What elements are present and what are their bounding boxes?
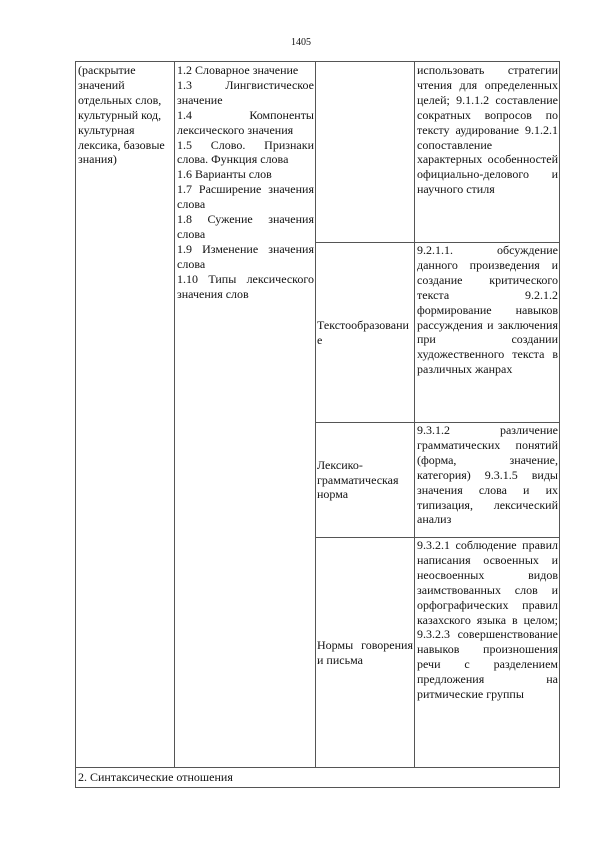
topic-text-formation: Текстообразование <box>317 317 409 347</box>
subtopic-item: 1.6 Варианты слов <box>177 167 272 182</box>
topic-description: (раскрытие значений отдельных слов, культурный код, культурная лексика, базовые знания) <box>78 63 165 167</box>
subtopic-item: 1.5 Слово. Признаки слова. Функция слова <box>177 137 314 167</box>
section-heading: 2. Синтаксические отношения <box>78 770 233 784</box>
objectives-cell-4 <box>417 538 558 702</box>
objectives-cell-1 <box>417 63 558 197</box>
topic-cell-speech-writing-norms <box>317 538 413 767</box>
topic-description-cell <box>78 63 173 167</box>
subtopic-item: 1.7 Расширение значения слова <box>177 182 314 212</box>
column-divider-1 <box>174 61 175 767</box>
section-heading-row <box>78 770 556 785</box>
column-divider-3 <box>414 61 415 767</box>
column-divider-2 <box>315 61 316 767</box>
subtopic-item: 1.8 Сужение значения слова <box>177 212 314 241</box>
topic-cell-lexico-grammatical <box>317 423 413 537</box>
subtopics-cell <box>177 63 314 302</box>
objectives-cell-3 <box>417 423 558 527</box>
topic-speech-writing-norms: Нормы говорения и письма <box>317 637 413 667</box>
objectives-text: 9.3.1.2 различение грамматических понятий (форма, значение, категория) 9.3.1.5 виды значения слова и их типизация, лексический анализ <box>417 423 558 527</box>
objectives-text: 9.2.1.1. обсуждение данного произведения и создание критического текста 9.2.1.2 формирование навыков рассуждения и заключения при создании художественного текста в различных жанрах <box>417 243 558 377</box>
topic-cell-text-formation <box>317 243 413 422</box>
subtopic-item: 1.10 Типы лексического значения слов <box>177 271 314 301</box>
subtopic-item: 1.4 Компоненты лексического значения <box>177 107 314 137</box>
objectives-text: 9.3.2.1 соблюдение правил написания освоенных и неосвоенных видов заимствованных слов и орфографических правил казахского языка в целом; 9.3.2.3 совершенствование навыков произношения речи с разделением предложения на ритмические группы <box>417 538 558 702</box>
page-number: 1405 <box>291 37 311 48</box>
objectives-cell-2 <box>417 243 558 377</box>
subtopic-item: 1.9 Изменение значения слова <box>177 241 314 271</box>
subtopic-item: 1.3 Лингвистическое значение <box>177 77 314 107</box>
subtopic-item: 1.2 Словарное значение <box>177 63 299 77</box>
footer-row-divider <box>75 767 560 768</box>
objectives-text: использовать стратегии чтения для определенных целей; 9.1.1.2 составление сократных вопросов по тексту аудирование 9.1.2.1 сопоставление характерных особенностей официально-делового и научного стиля <box>417 63 558 197</box>
topic-lexico-grammatical: Лексико-грамматическая норма <box>317 457 399 502</box>
